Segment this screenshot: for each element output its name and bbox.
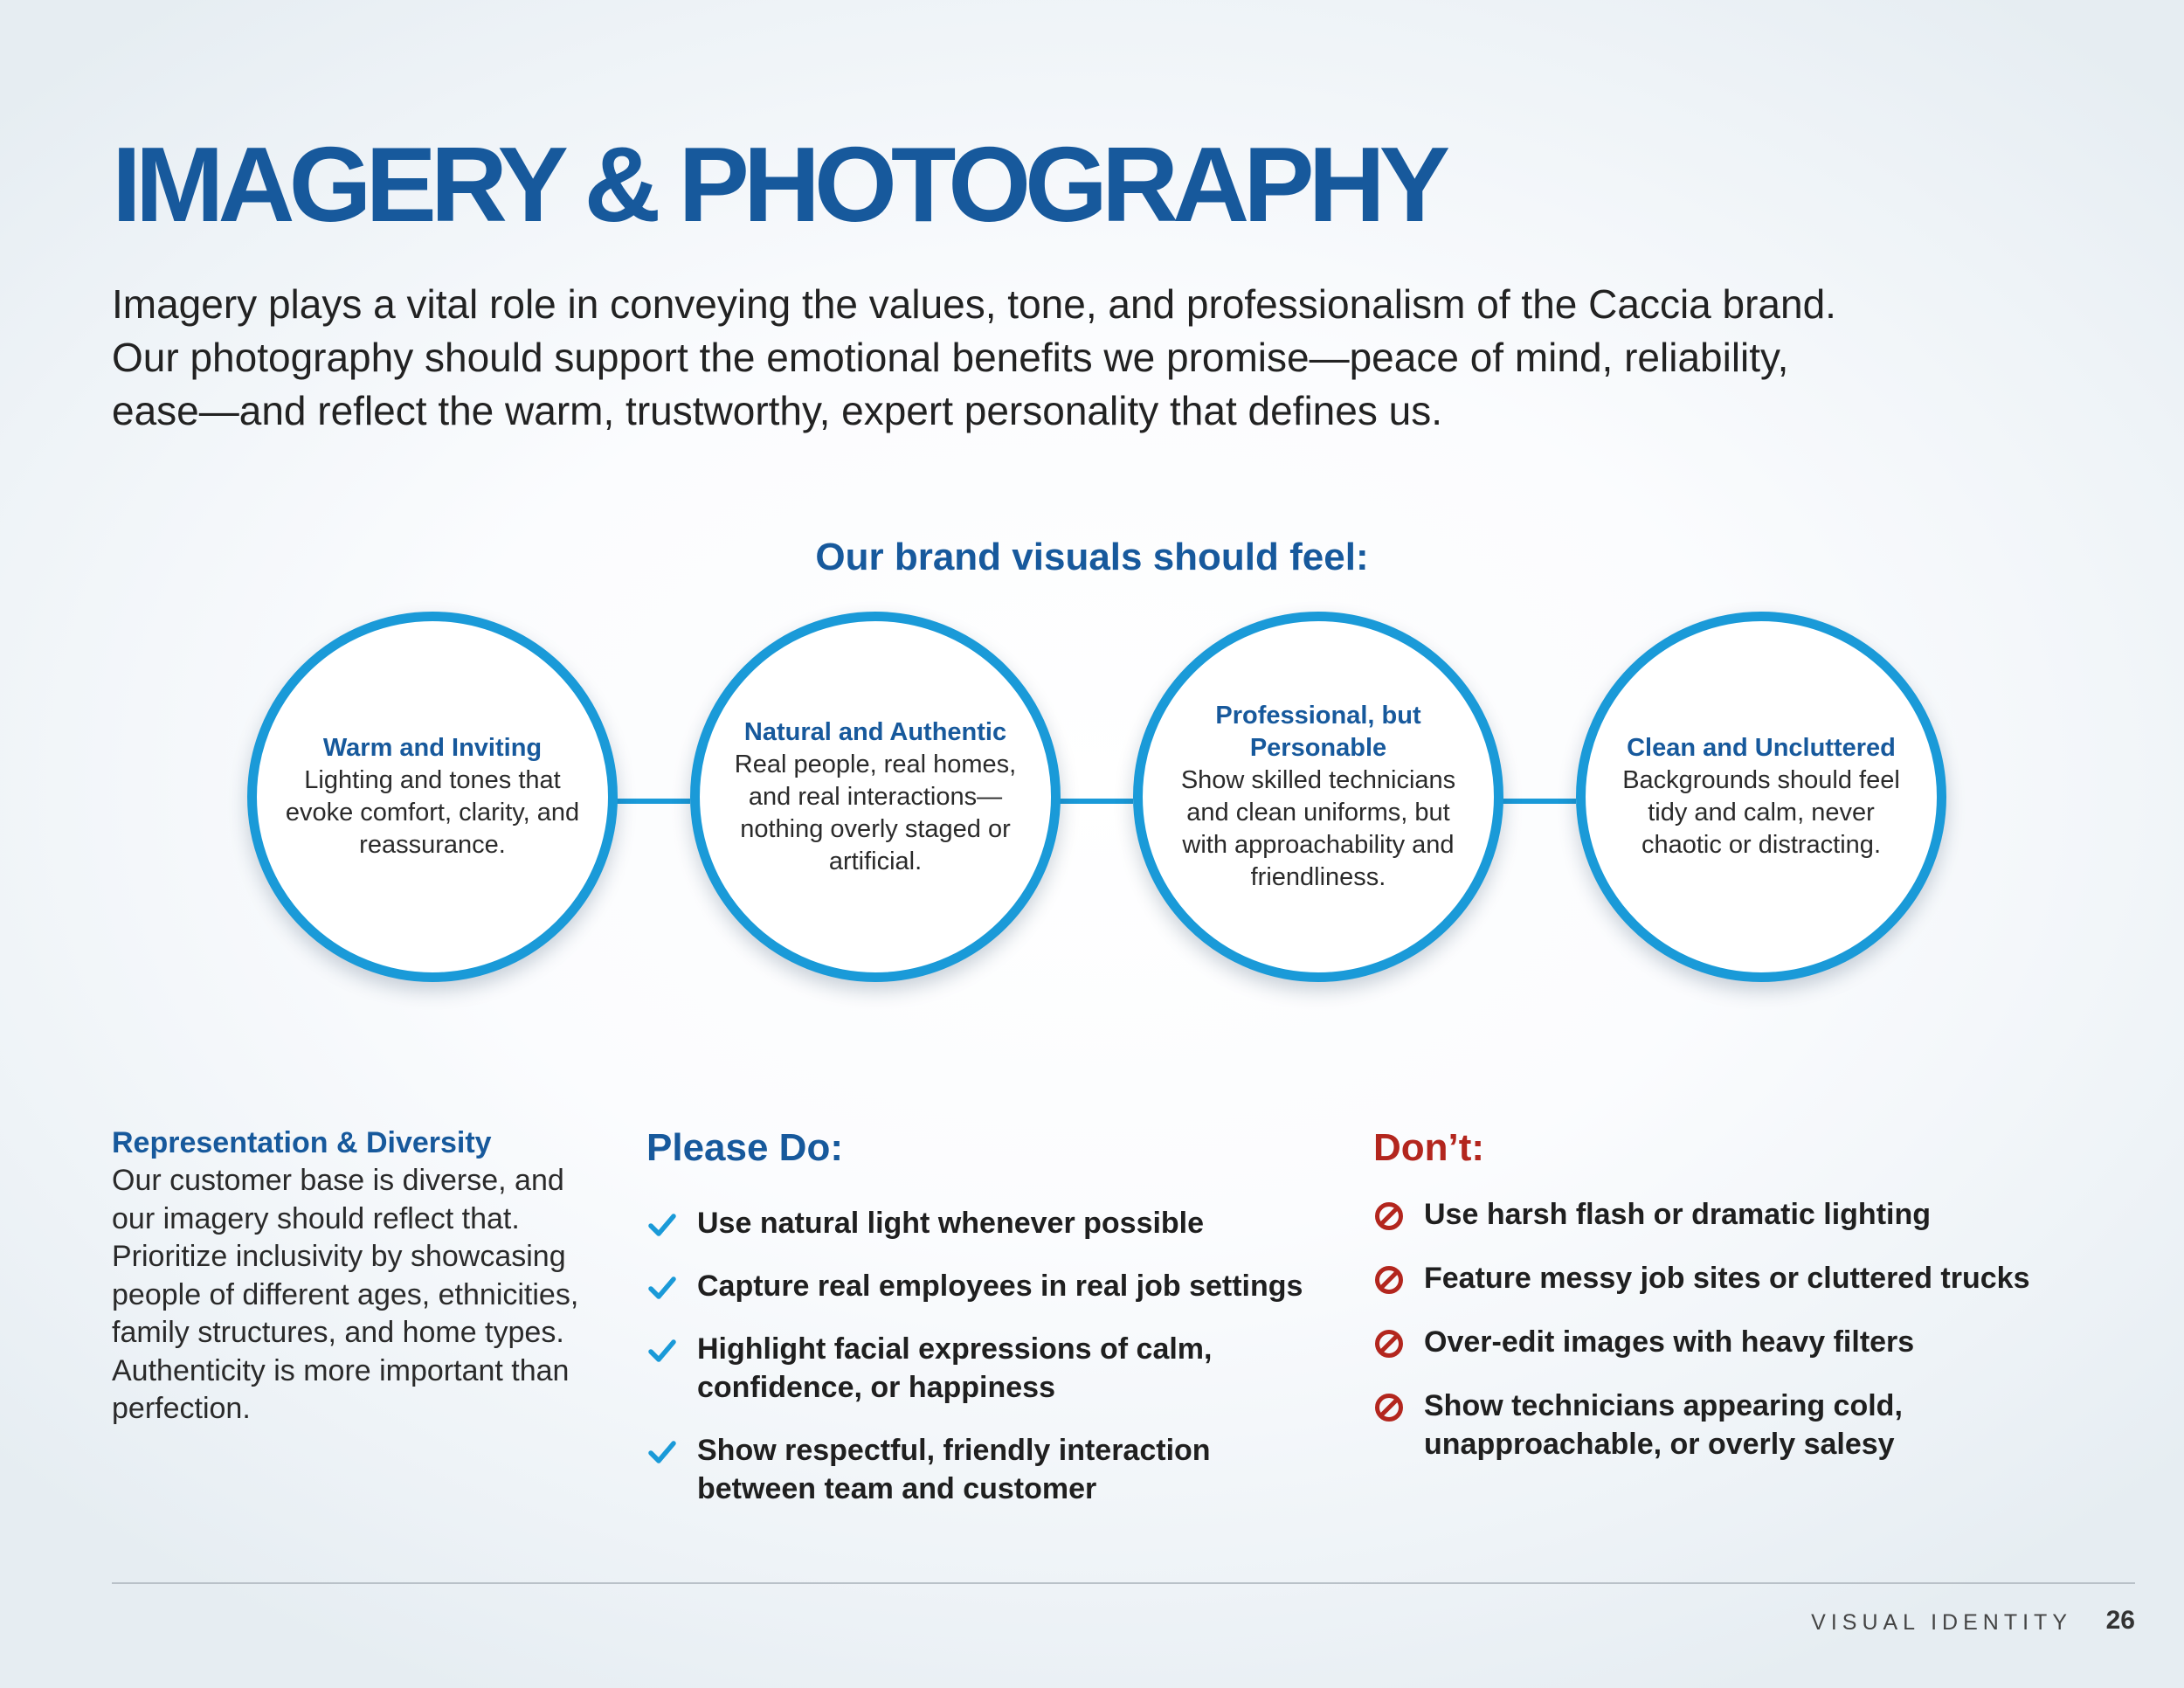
intro-paragraph: Imagery plays a vital role in conveying the values, tone, and professionalism of the Caccia brand. Our photography should support the emotional benefits we promise—peace of mind, reliability, ease—and reflect the warm, trustworthy, expert personality that defines us. — [112, 281, 1836, 433]
page-title: IMAGERY & PHOTOGRAPHY — [112, 125, 1445, 244]
feel-circle-warm-inviting — [247, 612, 618, 982]
please-do-list — [646, 1204, 1328, 1532]
representation-title: Representation & Diversity — [112, 1126, 492, 1159]
dont-item-text: Use harsh flash or dramatic lighting — [1424, 1198, 1932, 1231]
do-item-text: Use natural light whenever possible — [697, 1207, 1205, 1240]
feel-circle-professional-personable — [1133, 612, 1503, 982]
feel-circle-text: Real people, real homes, and real interactions—nothing overly staged or artificial. — [734, 750, 1017, 875]
feel-circle-natural-authentic — [690, 612, 1061, 982]
do-list-item — [646, 1431, 1328, 1508]
dont-list-item — [1373, 1323, 2125, 1361]
dont-list — [1373, 1195, 2125, 1489]
do-item-text: Capture real employees in real job settings — [697, 1269, 1303, 1303]
footer-section-label: VISUAL IDENTITY — [1811, 1610, 2072, 1635]
dont-item-text: Feature messy job sites or cluttered trucks — [1424, 1262, 2030, 1295]
do-list-item — [646, 1204, 1328, 1242]
checkmark-icon — [646, 1272, 678, 1304]
do-item-text: Highlight facial expressions of calm, confidence, or happiness — [697, 1332, 1213, 1404]
connector-line — [615, 799, 690, 804]
prohibited-icon — [1373, 1328, 1405, 1359]
feel-circle-title: Clean and Uncluttered — [1627, 734, 1896, 762]
dont-heading: Don’t: — [1373, 1126, 1485, 1169]
feel-circle-text: Show skilled technicians and clean uniforms, but with approachability and friendliness. — [1180, 766, 1456, 891]
do-list-item — [646, 1267, 1328, 1305]
connector-line — [1501, 799, 1576, 804]
feel-circle-text: Backgrounds should feel tidy and calm, never chaotic or distracting. — [1622, 766, 1900, 859]
dont-list-item — [1373, 1195, 2125, 1234]
dont-item-text: Over-edit images with heavy filters — [1424, 1325, 1915, 1359]
representation-text: Our customer base is diverse, and our imagery should reflect that. Prioritize inclusivity by showcasing people of different ages, ethnicities, family structures, and home types. Authenticity is more important than perfection. — [112, 1164, 579, 1425]
feel-circle-title: Natural and Authentic — [743, 717, 1007, 746]
please-do-heading: Please Do: — [646, 1126, 843, 1169]
feel-circle-title: Warm and Inviting — [322, 734, 543, 762]
prohibited-icon — [1373, 1392, 1405, 1423]
connector-line — [1058, 799, 1133, 804]
dont-list-item — [1373, 1387, 2125, 1463]
feel-circle-clean-uncluttered — [1576, 612, 1946, 982]
prohibited-icon — [1373, 1264, 1405, 1296]
checkmark-icon — [646, 1335, 678, 1366]
dont-list-item — [1373, 1259, 2125, 1297]
page-number: 26 — [2105, 1606, 2135, 1635]
feel-circle-text: Lighting and tones that evoke comfort, clarity, and reassurance. — [285, 766, 580, 859]
checkmark-icon — [646, 1209, 678, 1241]
brand-visuals-heading: Our brand visuals should feel: — [815, 536, 1369, 578]
dont-item-text: Show technicians appearing cold, unapproachable, or overly salesy — [1424, 1389, 1903, 1461]
prohibited-icon — [1373, 1200, 1405, 1232]
do-item-text: Show respectful, friendly interaction between team and customer — [697, 1434, 1211, 1505]
checkmark-icon — [646, 1436, 678, 1468]
do-list-item — [646, 1330, 1328, 1407]
footer-divider — [112, 1582, 2135, 1584]
feel-circle-title: Professional, but Personable — [1215, 702, 1421, 762]
